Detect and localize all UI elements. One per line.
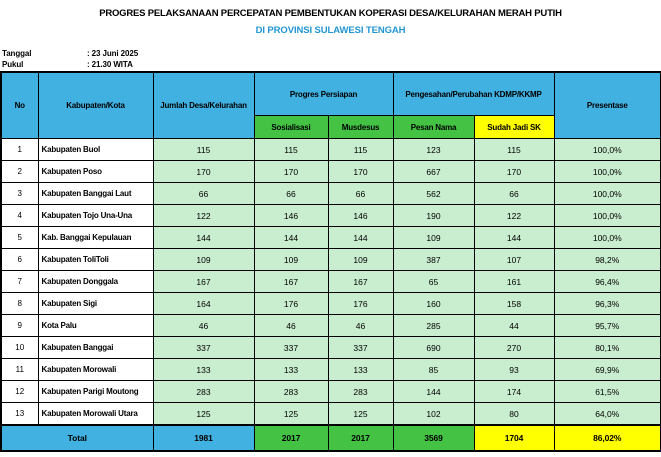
cell-presentase: 69,9% <box>554 359 661 381</box>
table-row <box>1 271 661 293</box>
cell-jumlah-desa-kelurahan: 283 <box>153 381 254 403</box>
cell-pesan-nama: 190 <box>393 205 474 227</box>
cell-musdesus: 46 <box>328 315 393 337</box>
total-sudah-jadi-sk: 1704 <box>474 425 554 451</box>
cell-musdesus: 283 <box>328 381 393 403</box>
table-body <box>1 139 661 426</box>
progress-table <box>0 71 661 452</box>
cell-kabupaten-kota: Kabupaten Banggai Laut <box>38 183 153 205</box>
cell-jumlah-desa-kelurahan: 144 <box>153 227 254 249</box>
cell-sudah-jadi-sk: 270 <box>474 337 554 359</box>
cell-sudah-jadi-sk: 161 <box>474 271 554 293</box>
cell-kabupaten-kota: Kab. Banggai Kepulauan <box>38 227 153 249</box>
cell-no: 1 <box>1 139 38 161</box>
tanggal-label: Tanggal <box>2 49 32 58</box>
cell-musdesus: 133 <box>328 359 393 381</box>
cell-jumlah-desa-kelurahan: 125 <box>153 403 254 426</box>
total-pesan-nama: 3569 <box>393 425 474 451</box>
cell-sosialisasi: 109 <box>254 249 328 271</box>
cell-no: 8 <box>1 293 38 315</box>
cell-presentase: 61,5% <box>554 381 661 403</box>
cell-pesan-nama: 85 <box>393 359 474 381</box>
cell-sosialisasi: 170 <box>254 161 328 183</box>
cell-presentase: 100,0% <box>554 227 661 249</box>
cell-jumlah-desa-kelurahan: 66 <box>153 183 254 205</box>
cell-presentase: 96,3% <box>554 293 661 315</box>
cell-kabupaten-kota: Kabupaten Tojo Una-Una <box>38 205 153 227</box>
cell-sosialisasi: 144 <box>254 227 328 249</box>
cell-no: 5 <box>1 227 38 249</box>
cell-pesan-nama: 562 <box>393 183 474 205</box>
page-subtitle: DI PROVINSI SULAWESI TENGAH <box>255 25 406 36</box>
cell-sosialisasi: 133 <box>254 359 328 381</box>
cell-musdesus: 337 <box>328 337 393 359</box>
cell-musdesus: 66 <box>328 183 393 205</box>
cell-kabupaten-kota: Kabupaten Banggai <box>38 337 153 359</box>
cell-kabupaten-kota: Kabupaten Sigi <box>38 293 153 315</box>
cell-kabupaten-kota: Kabupaten ToliToli <box>38 249 153 271</box>
cell-pesan-nama: 102 <box>393 403 474 426</box>
cell-presentase: 100,0% <box>554 205 661 227</box>
cell-jumlah-desa-kelurahan: 46 <box>153 315 254 337</box>
cell-sudah-jadi-sk: 80 <box>474 403 554 426</box>
table-row <box>1 381 661 403</box>
table-row <box>1 337 661 359</box>
total-musdesus: 2017 <box>328 425 393 451</box>
cell-no: 13 <box>1 403 38 426</box>
cell-sudah-jadi-sk: 158 <box>474 293 554 315</box>
cell-musdesus: 176 <box>328 293 393 315</box>
table-row <box>1 183 661 205</box>
cell-sudah-jadi-sk: 170 <box>474 161 554 183</box>
cell-sudah-jadi-sk: 66 <box>474 183 554 205</box>
cell-sosialisasi: 146 <box>254 205 328 227</box>
cell-presentase: 96,4% <box>554 271 661 293</box>
cell-sosialisasi: 66 <box>254 183 328 205</box>
header-jumlah-desa-kelurahan: Jumlah Desa/Kelurahan <box>153 72 254 139</box>
cell-sosialisasi: 167 <box>254 271 328 293</box>
cell-sudah-jadi-sk: 44 <box>474 315 554 337</box>
total-row <box>1 425 661 451</box>
cell-musdesus: 115 <box>328 139 393 161</box>
table-row <box>1 293 661 315</box>
cell-no: 7 <box>1 271 38 293</box>
cell-jumlah-desa-kelurahan: 337 <box>153 337 254 359</box>
cell-pesan-nama: 690 <box>393 337 474 359</box>
header-kabupaten-kota: Kabupaten/Kota <box>38 72 153 139</box>
cell-sudah-jadi-sk: 115 <box>474 139 554 161</box>
table-row <box>1 315 661 337</box>
cell-jumlah-desa-kelurahan: 167 <box>153 271 254 293</box>
cell-sudah-jadi-sk: 144 <box>474 227 554 249</box>
cell-sosialisasi: 115 <box>254 139 328 161</box>
meta-tanggal-row <box>0 48 661 59</box>
cell-musdesus: 170 <box>328 161 393 183</box>
cell-pesan-nama: 667 <box>393 161 474 183</box>
table-row <box>1 359 661 381</box>
cell-presentase: 98,2% <box>554 249 661 271</box>
cell-pesan-nama: 144 <box>393 381 474 403</box>
cell-sudah-jadi-sk: 174 <box>474 381 554 403</box>
cell-no: 11 <box>1 359 38 381</box>
header-pengesahan: Pengesahan/Perubahan KDMP/KKMP <box>393 72 554 116</box>
header-progres-persiapan: Progres Persiapan <box>254 72 393 116</box>
cell-sudah-jadi-sk: 93 <box>474 359 554 381</box>
total-label: Total <box>1 425 153 451</box>
cell-sosialisasi: 125 <box>254 403 328 426</box>
cell-jumlah-desa-kelurahan: 115 <box>153 139 254 161</box>
cell-musdesus: 109 <box>328 249 393 271</box>
header-presentase: Presentase <box>554 72 661 139</box>
cell-jumlah-desa-kelurahan: 170 <box>153 161 254 183</box>
cell-pesan-nama: 123 <box>393 139 474 161</box>
cell-no: 6 <box>1 249 38 271</box>
header-no: No <box>1 72 38 139</box>
pukul-label: Pukul <box>2 60 24 69</box>
cell-no: 2 <box>1 161 38 183</box>
table-row <box>1 227 661 249</box>
table-row <box>1 249 661 271</box>
cell-no: 3 <box>1 183 38 205</box>
cell-presentase: 64,0% <box>554 403 661 426</box>
cell-sudah-jadi-sk: 122 <box>474 205 554 227</box>
cell-presentase: 100,0% <box>554 161 661 183</box>
cell-no: 4 <box>1 205 38 227</box>
cell-pesan-nama: 65 <box>393 271 474 293</box>
cell-kabupaten-kota: Kabupaten Buol <box>38 139 153 161</box>
table-header <box>1 72 661 139</box>
table-row <box>1 139 661 161</box>
cell-sosialisasi: 283 <box>254 381 328 403</box>
table-row <box>1 161 661 183</box>
cell-musdesus: 167 <box>328 271 393 293</box>
cell-no: 12 <box>1 381 38 403</box>
meta-pukul-row <box>0 59 661 70</box>
cell-jumlah-desa-kelurahan: 109 <box>153 249 254 271</box>
header-musdesus: Musdesus <box>328 116 393 139</box>
cell-no: 10 <box>1 337 38 359</box>
cell-pesan-nama: 285 <box>393 315 474 337</box>
header-sudah-jadi-sk: Sudah Jadi SK <box>474 116 554 139</box>
cell-kabupaten-kota: Kabupaten Donggala <box>38 271 153 293</box>
cell-presentase: 100,0% <box>554 183 661 205</box>
total-jumlah: 1981 <box>153 425 254 451</box>
cell-sosialisasi: 176 <box>254 293 328 315</box>
cell-presentase: 80,1% <box>554 337 661 359</box>
cell-pesan-nama: 160 <box>393 293 474 315</box>
report-meta <box>0 48 661 70</box>
header-sosialisasi: Sosialisasi <box>254 116 328 139</box>
cell-kabupaten-kota: Kota Palu <box>38 315 153 337</box>
cell-no: 9 <box>1 315 38 337</box>
cell-jumlah-desa-kelurahan: 133 <box>153 359 254 381</box>
cell-jumlah-desa-kelurahan: 122 <box>153 205 254 227</box>
cell-presentase: 95,7% <box>554 315 661 337</box>
cell-musdesus: 144 <box>328 227 393 249</box>
cell-pesan-nama: 387 <box>393 249 474 271</box>
table-row <box>1 403 661 426</box>
cell-musdesus: 125 <box>328 403 393 426</box>
cell-sosialisasi: 46 <box>254 315 328 337</box>
cell-kabupaten-kota: Kabupaten Poso <box>38 161 153 183</box>
page-title: PROGRES PELAKSANAAN PERCEPATAN PEMBENTUKAN KOPERASI DESA/KELURAHAN MERAH PUTIH <box>99 8 562 19</box>
header-pesan-nama: Pesan Nama <box>393 116 474 139</box>
cell-sosialisasi: 337 <box>254 337 328 359</box>
cell-presentase: 100,0% <box>554 139 661 161</box>
cell-kabupaten-kota: Kabupaten Parigi Moutong <box>38 381 153 403</box>
table-row <box>1 205 661 227</box>
total-sosialisasi: 2017 <box>254 425 328 451</box>
cell-jumlah-desa-kelurahan: 164 <box>153 293 254 315</box>
pukul-value: : 21.30 WITA <box>87 60 133 69</box>
cell-kabupaten-kota: Kabupaten Morowali <box>38 359 153 381</box>
cell-pesan-nama: 109 <box>393 227 474 249</box>
total-presentase: 86,02% <box>554 425 661 451</box>
cell-musdesus: 146 <box>328 205 393 227</box>
table-footer <box>1 425 661 451</box>
tanggal-value: : 23 Juni 2025 <box>87 49 139 58</box>
cell-sudah-jadi-sk: 107 <box>474 249 554 271</box>
cell-kabupaten-kota: Kabupaten Morowali Utara <box>38 403 153 426</box>
